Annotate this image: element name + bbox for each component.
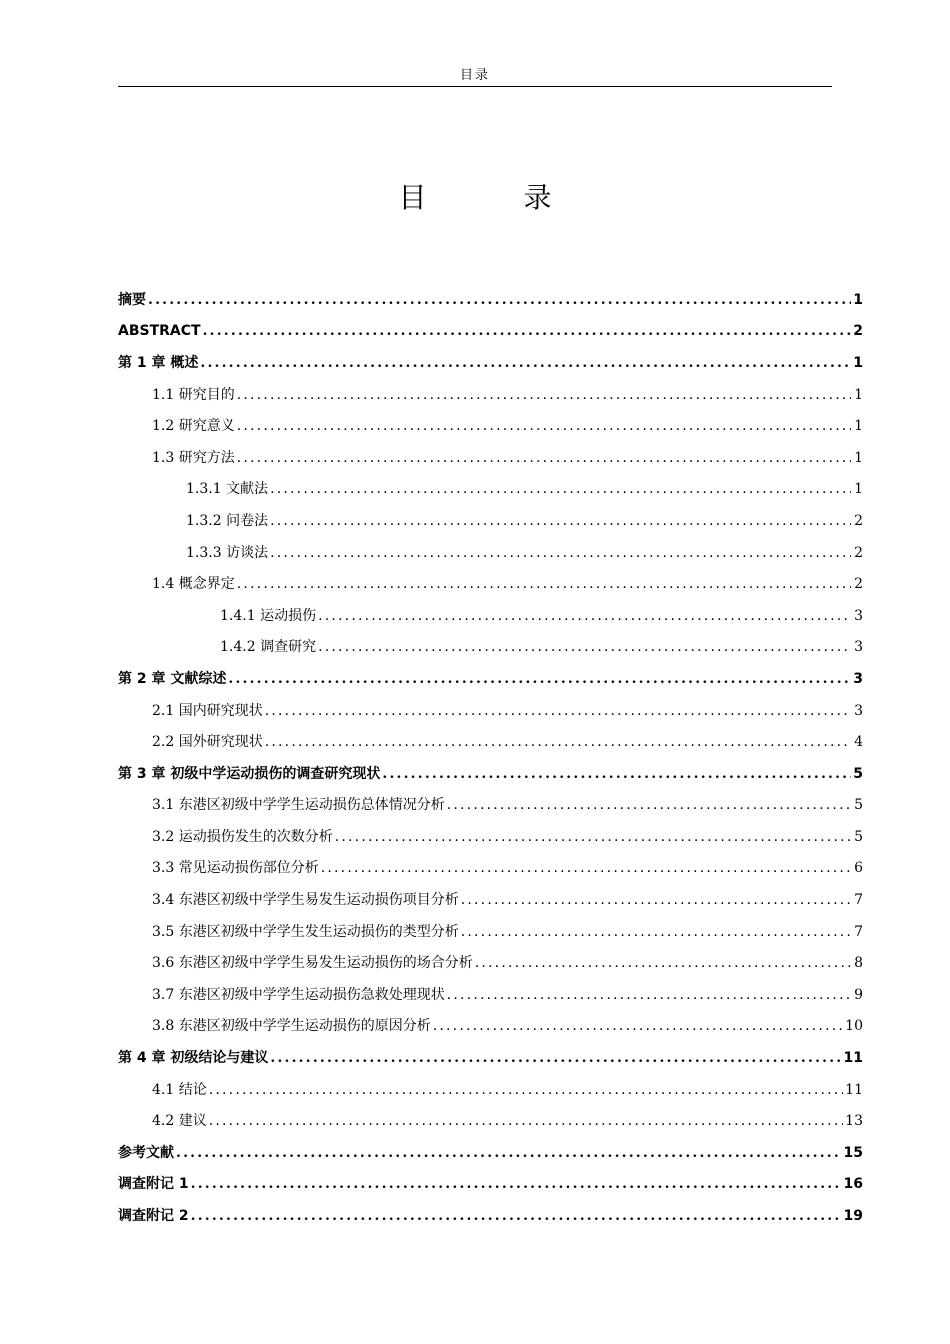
- toc-leader-dots: [270, 512, 851, 530]
- toc-entry-page: 4: [854, 734, 863, 751]
- toc-entry-page: 1: [854, 386, 863, 403]
- toc-leader-dots: [335, 828, 851, 846]
- toc-leader-dots: [228, 670, 851, 688]
- toc-entry-page: 2: [853, 323, 863, 340]
- toc-entry-page: 7: [854, 923, 863, 940]
- toc-leader-dots: [321, 859, 851, 877]
- toc-entry-page: 13: [845, 1113, 863, 1130]
- toc-leader-dots: [382, 765, 851, 783]
- toc-entry-page: 2: [854, 576, 863, 593]
- toc-leader-dots: [191, 1207, 842, 1225]
- toc-leader-dots: [461, 891, 851, 909]
- toc-leader-dots: [318, 638, 851, 656]
- toc-entry-label: 3.7 东港区初级中学学生运动损伤急救处理现状: [152, 986, 445, 1003]
- toc-entry-label: 1.2 研究意义: [152, 418, 235, 435]
- toc-entry-page: 9: [854, 986, 863, 1003]
- toc-entry[interactable]: [118, 979, 863, 1011]
- toc-entry[interactable]: [118, 505, 863, 537]
- toc-entry[interactable]: [118, 947, 863, 979]
- toc-entry[interactable]: [118, 632, 863, 664]
- toc-entry-page: 19: [843, 1208, 863, 1225]
- toc-entry-page: 3: [854, 702, 863, 719]
- toc-leader-dots: [209, 1112, 843, 1130]
- toc-entry[interactable]: [118, 1105, 863, 1137]
- toc-leader-dots: [270, 480, 851, 498]
- toc-entry[interactable]: [118, 916, 863, 948]
- toc-entry[interactable]: [118, 726, 863, 758]
- toc-entry-label: 1.3.1 文献法: [186, 481, 269, 498]
- running-header: 目录: [118, 66, 832, 87]
- toc-entry-label: 1.4.1 运动损伤: [220, 607, 317, 624]
- toc-entry[interactable]: [118, 695, 863, 727]
- toc-entry-label: 3.8 东港区初级中学学生运动损伤的原因分析: [152, 1018, 431, 1035]
- toc-entry-label: 3.1 东港区初级中学学生运动损伤总体情况分析: [152, 797, 445, 814]
- toc-leader-dots: [433, 1017, 843, 1035]
- toc-entry-label: 3.2 运动损伤发生的次数分析: [152, 828, 333, 845]
- toc-leader-dots: [447, 796, 851, 814]
- toc-leader-dots: [270, 1049, 841, 1067]
- table-of-contents: [118, 284, 863, 1232]
- toc-leader-dots: [461, 923, 851, 941]
- toc-entry-label: 1.4 概念界定: [152, 576, 235, 593]
- toc-entry-label: 1.4.2 调查研究: [220, 639, 317, 656]
- toc-leader-dots: [237, 449, 851, 467]
- toc-entry[interactable]: [118, 600, 863, 632]
- toc-entry-page: 8: [854, 955, 863, 972]
- toc-entry[interactable]: [118, 821, 863, 853]
- toc-entry-page: 2: [854, 512, 863, 529]
- toc-entry-label: 1.1 研究目的: [152, 386, 235, 403]
- toc-entry-page: 11: [843, 1050, 863, 1067]
- toc-entry-label: 1.3.3 访谈法: [186, 544, 269, 561]
- toc-entry-label: 摘要: [118, 291, 146, 308]
- toc-entry-label: 第 3 章 初级中学运动损伤的调查研究现状: [118, 765, 381, 782]
- toc-entry-label: 3.6 东港区初级中学学生易发生运动损伤的场合分析: [152, 955, 473, 972]
- toc-entry[interactable]: [118, 568, 863, 600]
- toc-entry-page: 1: [853, 354, 863, 371]
- toc-entry-label: 3.5 东港区初级中学学生发生运动损伤的类型分析: [152, 923, 459, 940]
- toc-leader-dots: [148, 291, 851, 309]
- toc-entry-label: 第 4 章 初级结论与建议: [118, 1050, 269, 1067]
- toc-leader-dots: [270, 544, 851, 562]
- toc-entry-label: 2.1 国内研究现状: [152, 702, 263, 719]
- toc-entry-label: 3.3 常见运动损伤部位分析: [152, 860, 319, 877]
- toc-entry-page: 5: [854, 828, 863, 845]
- toc-entry-label: 2.2 国外研究现状: [152, 734, 263, 751]
- toc-leader-dots: [447, 986, 851, 1004]
- toc-leader-dots: [200, 354, 851, 372]
- toc-entry[interactable]: [118, 1169, 863, 1201]
- toc-entry[interactable]: [118, 1011, 863, 1043]
- page-title: 目 录: [398, 181, 596, 214]
- toc-entry[interactable]: [118, 758, 863, 790]
- toc-entry[interactable]: [118, 790, 863, 822]
- toc-leader-dots: [475, 954, 851, 972]
- toc-entry-label: 3.4 东港区初级中学学生易发生运动损伤项目分析: [152, 892, 459, 909]
- toc-entry[interactable]: [118, 1137, 863, 1169]
- toc-entry[interactable]: [118, 474, 863, 506]
- toc-entry-label: 参考文献: [118, 1144, 174, 1161]
- toc-entry-page: 1: [854, 481, 863, 498]
- toc-leader-dots: [191, 1175, 842, 1193]
- toc-entry-page: 1: [854, 418, 863, 435]
- toc-entry[interactable]: [118, 884, 863, 916]
- toc-entry-label: 1.3 研究方法: [152, 449, 235, 466]
- toc-leader-dots: [265, 733, 851, 751]
- toc-leader-dots: [237, 386, 851, 404]
- toc-entry[interactable]: [118, 1074, 863, 1106]
- toc-entry[interactable]: [118, 663, 863, 695]
- toc-entry[interactable]: [118, 347, 863, 379]
- toc-entry-label: 调查附记 2: [118, 1208, 189, 1225]
- toc-entry-page: 2: [854, 544, 863, 561]
- toc-leader-dots: [209, 1081, 843, 1099]
- toc-entry[interactable]: [118, 853, 863, 885]
- toc-leader-dots: [203, 322, 851, 340]
- toc-leader-dots: [318, 607, 851, 625]
- toc-leader-dots: [176, 1144, 842, 1162]
- toc-entry[interactable]: [118, 284, 863, 316]
- toc-entry-page: 5: [854, 797, 863, 814]
- toc-leader-dots: [237, 575, 851, 593]
- toc-entry-label: 第 2 章 文献综述: [118, 670, 227, 687]
- toc-entry-label: ABSTRACT: [118, 323, 201, 340]
- toc-leader-dots: [265, 702, 851, 720]
- toc-entry-page: 5: [853, 765, 863, 782]
- toc-entry-label: 调查附记 1: [118, 1176, 189, 1193]
- toc-entry-page: 16: [843, 1176, 863, 1193]
- toc-entry[interactable]: [118, 442, 863, 474]
- toc-entry[interactable]: [118, 1200, 863, 1232]
- toc-entry[interactable]: [118, 537, 863, 569]
- toc-leader-dots: [237, 417, 851, 435]
- toc-entry-label: 1.3.2 问卷法: [186, 512, 269, 529]
- toc-entry-label: 4.2 建议: [152, 1113, 207, 1130]
- toc-entry-page: 7: [854, 892, 863, 909]
- toc-entry-page: 10: [845, 1018, 863, 1035]
- toc-entry-page: 3: [853, 670, 863, 687]
- toc-entry[interactable]: [118, 1042, 863, 1074]
- toc-entry[interactable]: [118, 410, 863, 442]
- toc-entry-page: 6: [854, 860, 863, 877]
- toc-entry-label: 4.1 结论: [152, 1081, 207, 1098]
- toc-entry-label: 第 1 章 概述: [118, 354, 199, 371]
- toc-entry-page: 3: [854, 607, 863, 624]
- toc-entry-page: 1: [854, 449, 863, 466]
- toc-entry-page: 3: [854, 639, 863, 656]
- toc-entry[interactable]: [118, 316, 863, 348]
- toc-entry-page: 1: [853, 291, 863, 308]
- toc-entry[interactable]: [118, 379, 863, 411]
- toc-entry-page: 11: [845, 1081, 863, 1098]
- toc-entry-page: 15: [843, 1144, 863, 1161]
